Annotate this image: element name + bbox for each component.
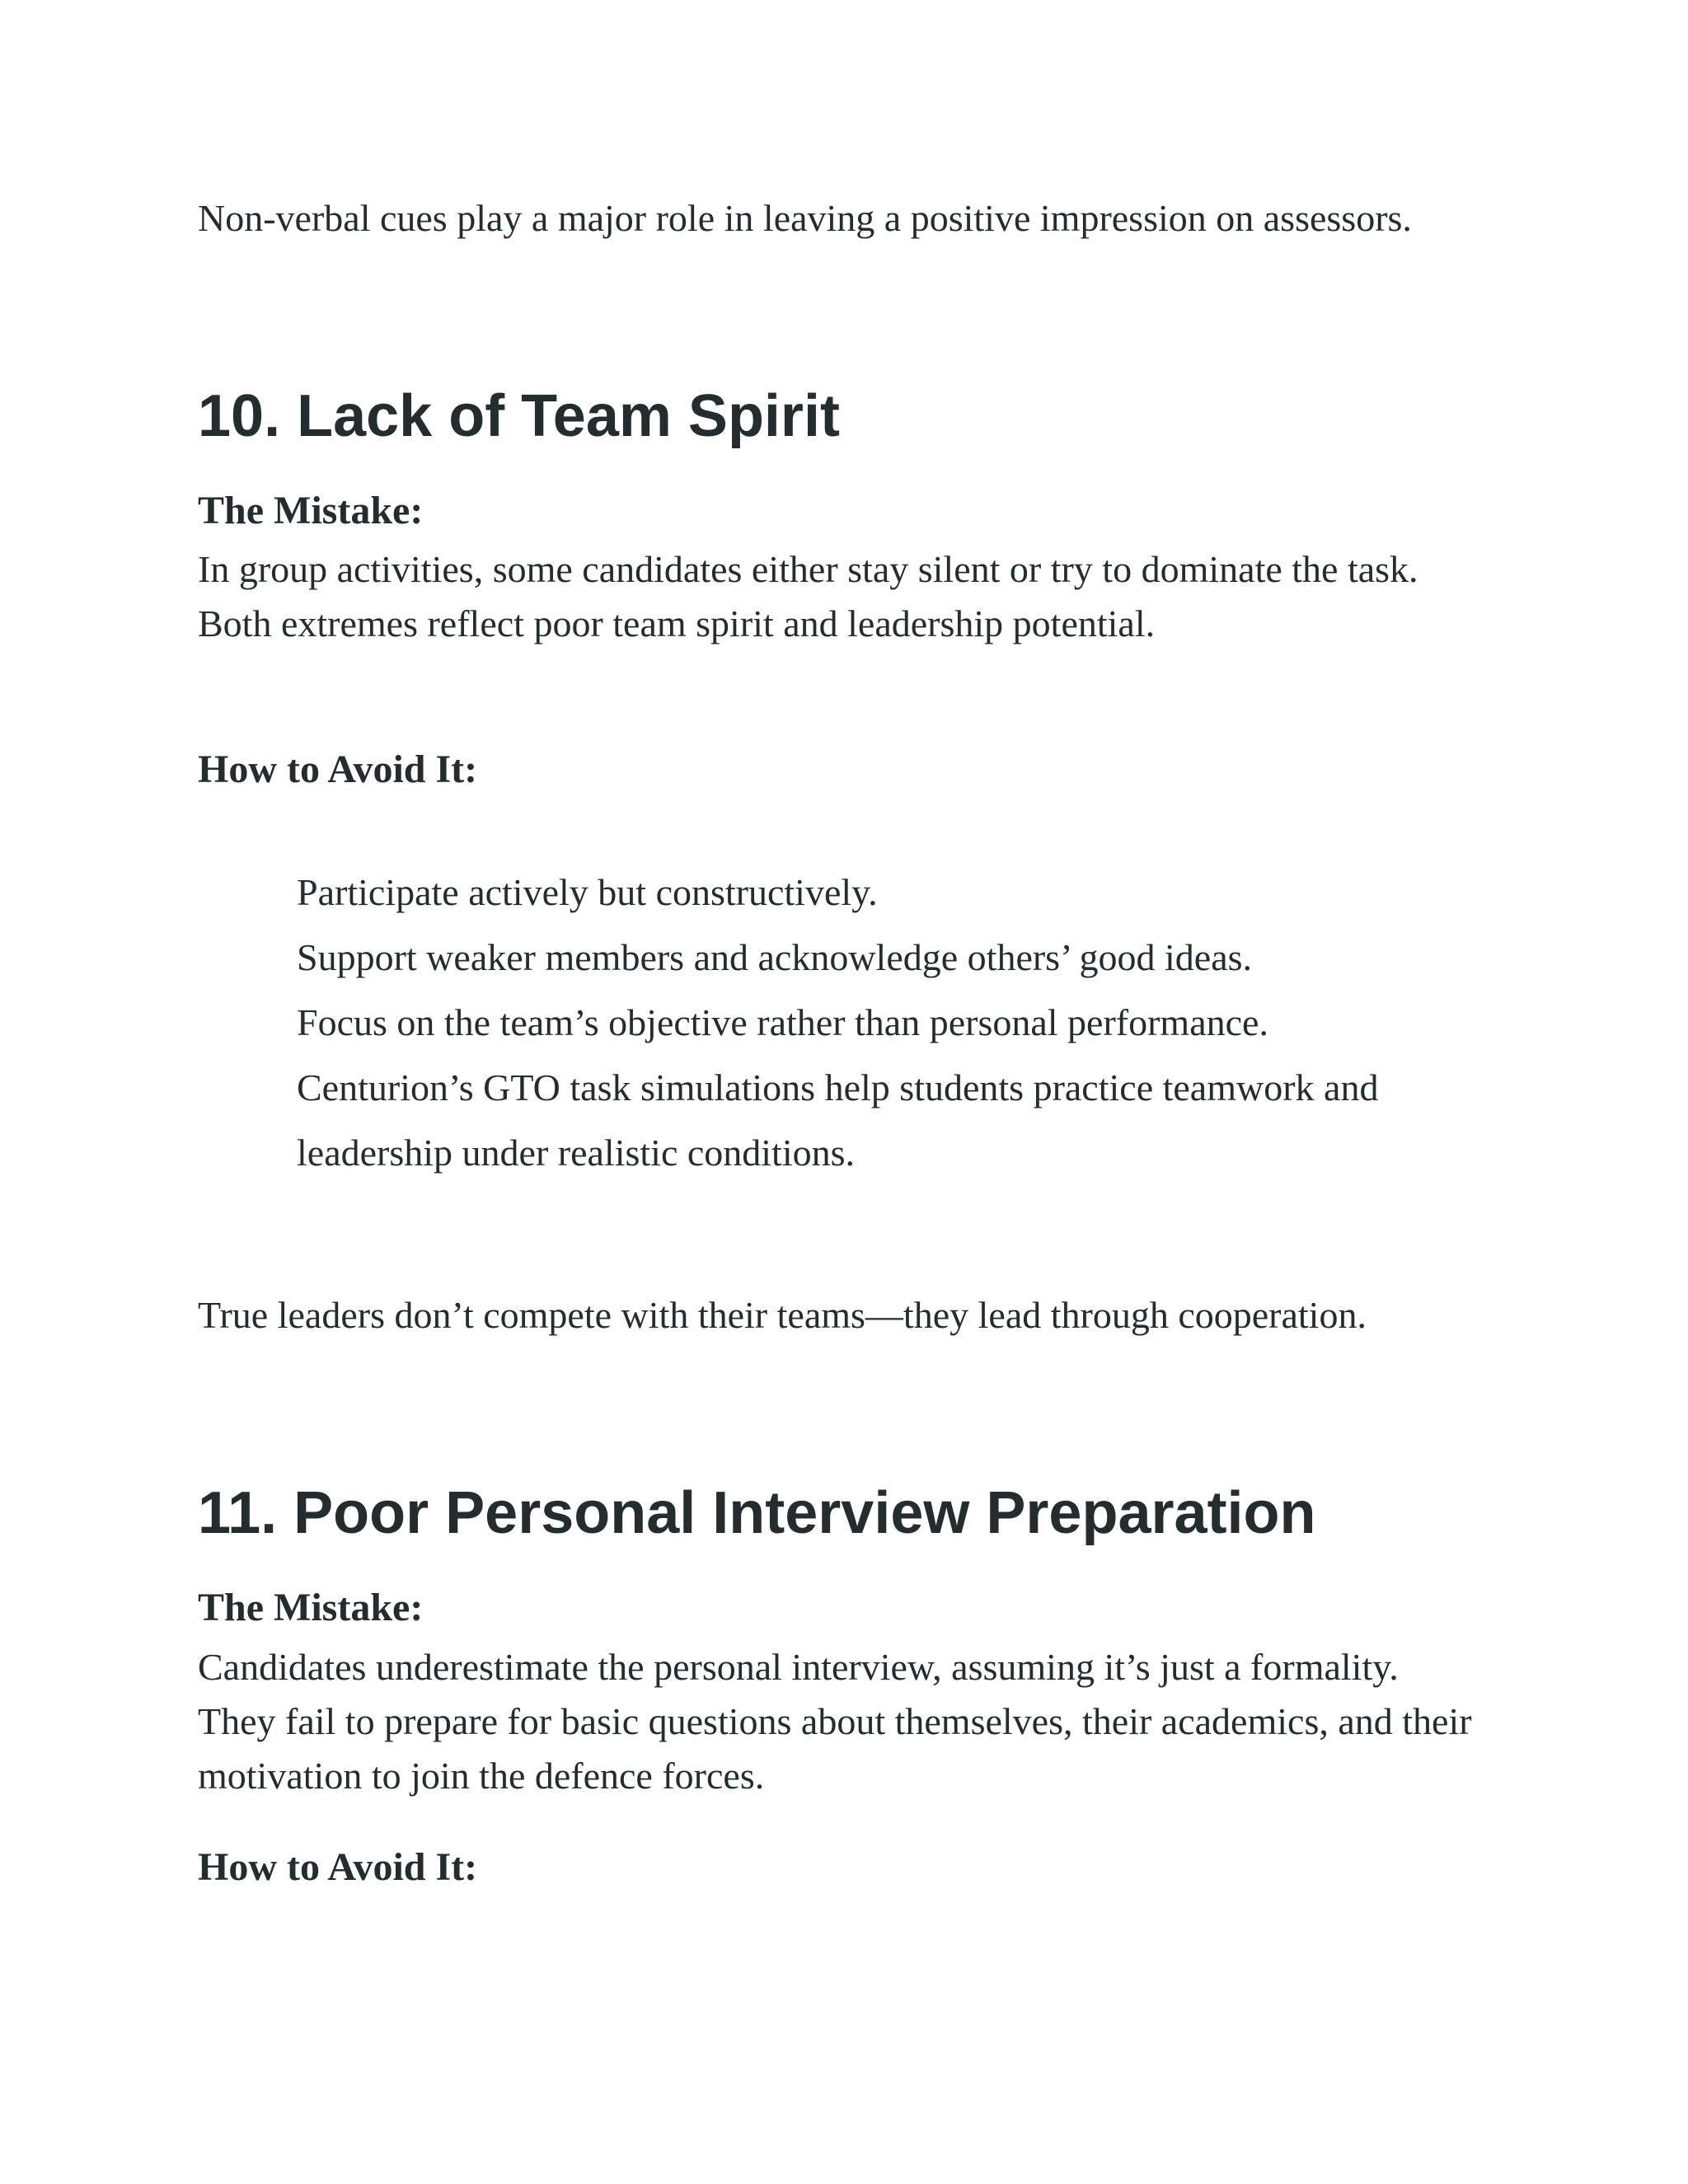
section-10-tips-list [297, 860, 1500, 1185]
section-10-mistake-text: In group activities, some candidates either stay silent or try to dominate the task. Both extremes reflect poor team spirit and leadership potential. [198, 548, 1418, 644]
section-11-mistake-text: Candidates underestimate the personal interview, assuming it’s just a formality. They fail to prepare for basic questions about themselves, their academics, and their motivation to join the defence forces. [198, 1646, 1472, 1797]
section-10-mistake-label: The Mistake: [198, 489, 424, 532]
section-11-avoid-label: How to Avoid It: [198, 1845, 478, 1889]
list-item: Centurion’s GTO task simulations help students practice teamwork and leadership under realistic conditions. [297, 1066, 1379, 1174]
list-item: Focus on the team’s objective rather than personal performance. [297, 1001, 1268, 1043]
section-10-heading: 10. Lack of Team Spirit [198, 383, 840, 449]
section-10-closing: True leaders don’t compete with their teams—they lead through cooperation. [198, 1294, 1367, 1336]
list-item: Support weaker members and acknowledge others’ good ideas. [297, 936, 1253, 978]
section-11-heading: 11. Poor Personal Interview Preparation [198, 1480, 1316, 1546]
intro-paragraph: Non-verbal cues play a major role in leaving a positive impression on assessors. [198, 197, 1412, 239]
section-11-mistake-label: The Mistake: [198, 1586, 424, 1629]
section-10-avoid-label: How to Avoid It: [198, 748, 478, 791]
list-item: Participate actively but constructively. [297, 871, 878, 913]
